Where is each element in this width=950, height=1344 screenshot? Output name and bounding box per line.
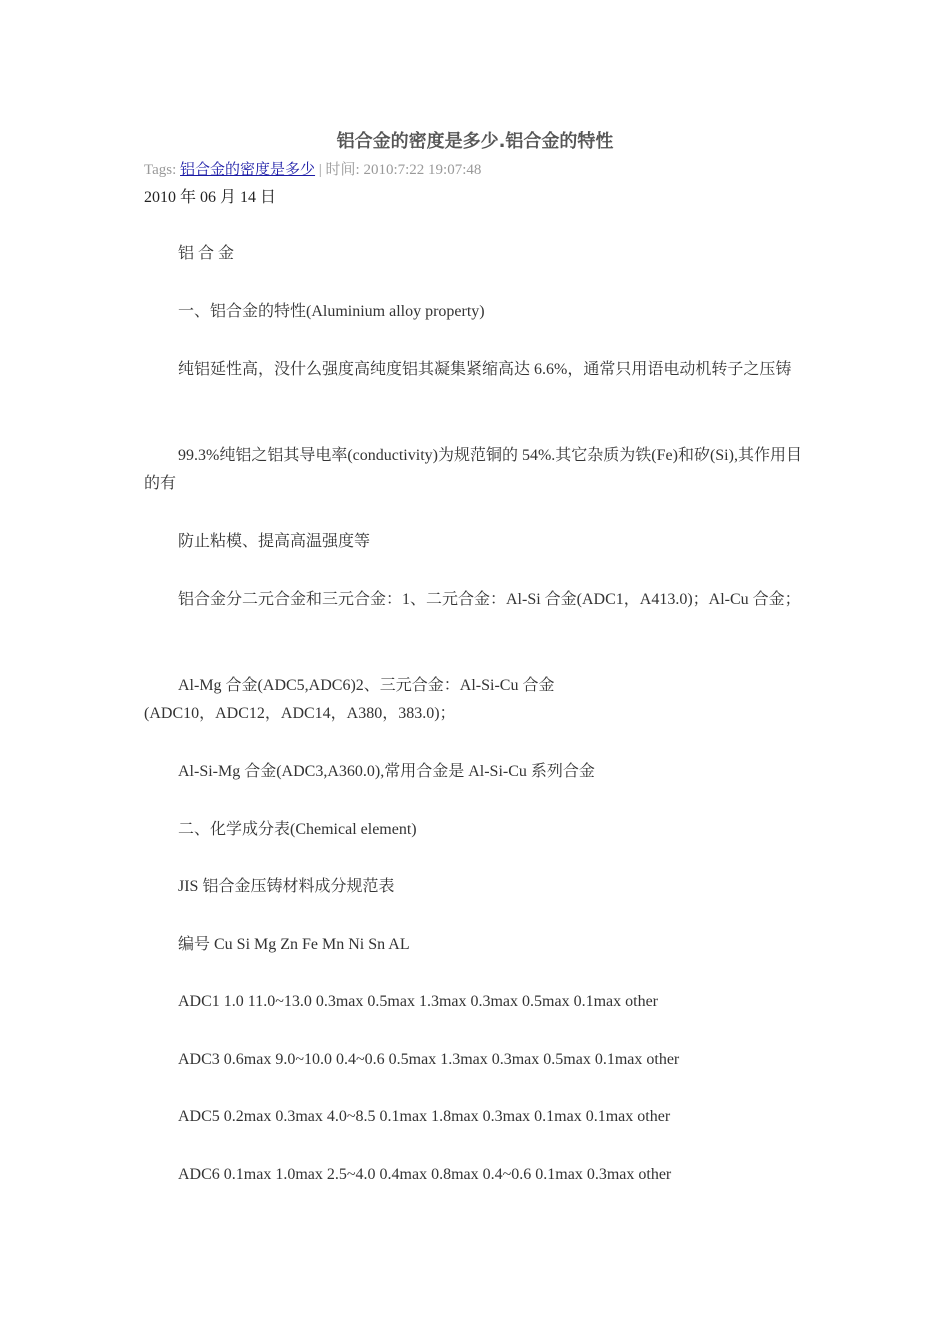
paragraph-pure-aluminum: 纯铝延性高，没什么强度高纯度铝其凝集紧缩高达 6.6%，通常只用语电动机转子之压铸 xyxy=(178,361,792,378)
composition-row-adc1: ADC1 1.0 11.0~13.0 0.3max 0.5max 1.3max 0.3max 0.5max 0.1max other xyxy=(178,993,658,1010)
paragraph-conductivity: 99.3%纯铝之铝其导电率(conductivity)为规范铜的 54%.其它杂质为铁(Fe)和矽(Si),其作用目的有 xyxy=(144,447,802,492)
paragraph-common-alloy: Al-Si-Mg 合金(ADC3,A360.0),常用合金是 Al-Si-Cu 系列合金 xyxy=(178,763,595,780)
article-meta xyxy=(144,160,481,180)
paragraph-section-1: 一、铝合金的特性(Aluminium alloy property) xyxy=(178,303,485,320)
time-text: | 时间: 2010:7:22 19:07:48 xyxy=(315,162,482,178)
tag-link[interactable]: 铝合金的密度是多少 xyxy=(180,162,316,178)
paragraph-ternary-alloys: Al-Mg 合金(ADC5,ADC6)2、三元合金：Al-Si-Cu 合金(ADC10，ADC12，ADC14，A380，383.0)； xyxy=(144,677,555,722)
composition-row-adc5: ADC5 0.2max 0.3max 4.0~8.5 0.1max 1.8max 0.3max 0.1max 0.1max other xyxy=(178,1108,671,1125)
paragraph-purpose: 防止粘模、提高高温强度等 xyxy=(178,533,371,550)
article-title: 铝合金的密度是多少.铝合金的特性 xyxy=(336,131,614,152)
paragraph-heading: 铝 合 金 xyxy=(178,245,235,262)
tags-prefix: Tags: xyxy=(144,162,181,178)
paragraph-section-2: 二、化学成分表(Chemical element) xyxy=(178,821,417,838)
composition-row-adc3: ADC3 0.6max 9.0~10.0 0.4~0.6 0.5max 1.3max 0.3max 0.5max 0.1max other xyxy=(178,1051,680,1068)
composition-header-row: 编号 Cu Si Mg Zn Fe Mn Ni Sn AL xyxy=(178,936,410,953)
paragraph-alloy-types: 铝合金分二元合金和三元合金：1、二元合金：Al-Si 合金(ADC1，A413.0)；Al-Cu 合金； xyxy=(178,591,801,608)
paragraph-jis-table-title: JIS 铝合金压铸材料成分规范表 xyxy=(178,878,395,895)
article-date: 2010 年 06 月 14 日 xyxy=(144,189,277,206)
composition-row-adc6: ADC6 0.1max 1.0max 2.5~4.0 0.4max 0.8max 0.4~0.6 0.1max 0.3max other xyxy=(178,1166,672,1183)
